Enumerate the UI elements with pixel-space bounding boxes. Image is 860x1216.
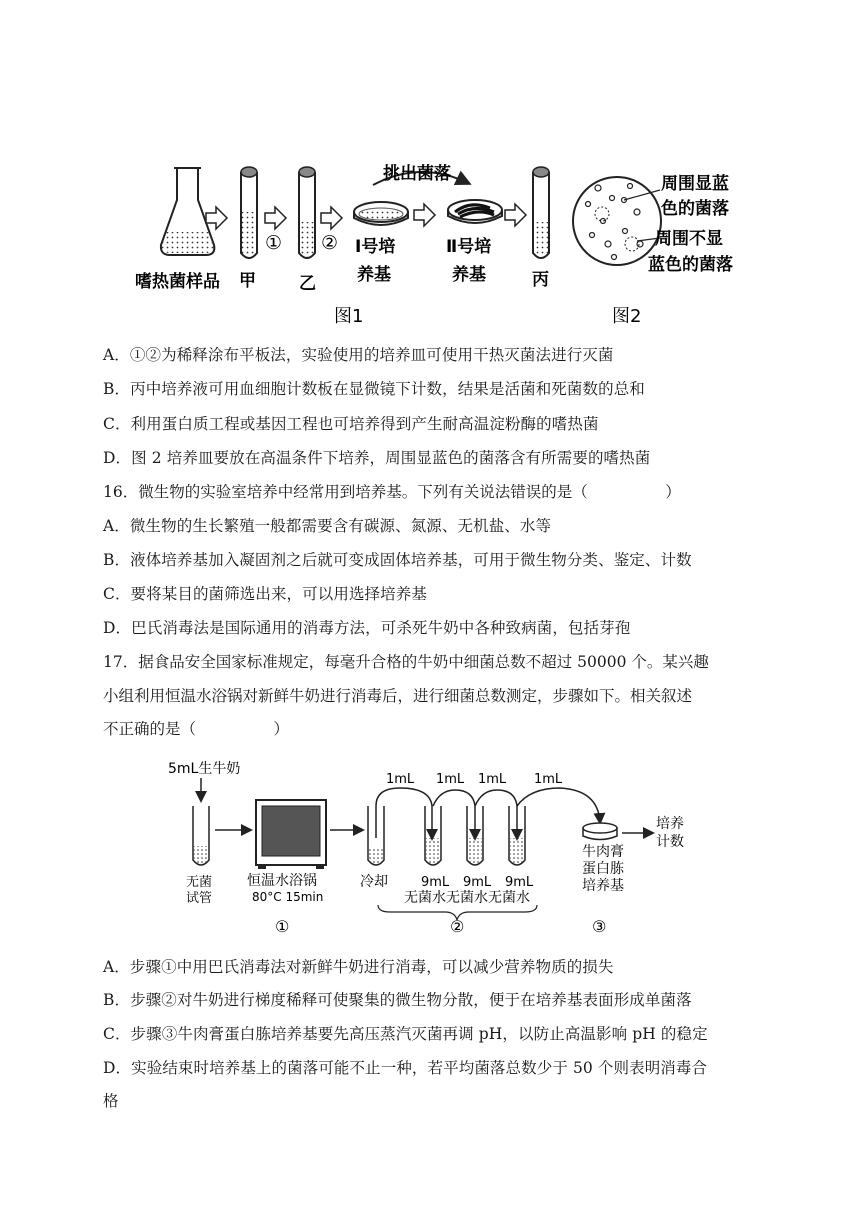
q17-option-c: C．步骤③牛肉膏蛋白胨培养基要先高压蒸汽灭菌再调 pH，以防止高温影响 pH 的稳定 [103, 1025, 708, 1043]
q17-option-a: A．步骤①中用巴氏消毒法对新鲜牛奶进行消毒，可以减少营养物质的损失 [103, 958, 614, 976]
q15-option-b: B．丙中培养液可用血细胞计数板在显微镜下计数，结果是活菌和死菌数的总和 [103, 380, 645, 398]
sterile-tube-label-2: 试管 [186, 891, 213, 906]
water-9ml-3: 9mL [505, 875, 534, 890]
culture-dish [583, 823, 617, 840]
figure-2-dish [573, 177, 661, 265]
water-9ml-2: 9mL [463, 875, 492, 890]
medium-label-2: 蛋白胨 [582, 861, 624, 877]
transfer-1ml-3: 1mL [478, 772, 507, 787]
cool-label: 冷却 [360, 874, 388, 890]
water-9ml-1: 9mL [421, 875, 450, 890]
q17-option-b: B．步骤②对牛奶进行梯度稀释可使聚集的微生物分散，便于在培养基表面形成单菌落 [103, 991, 692, 1009]
figure-3 [0, 752, 860, 942]
q16-option-d: D．巴氏消毒法是国际通用的消毒方法，可杀死牛奶中各种致病菌，包括芽孢 [103, 619, 631, 637]
blue-colony-label-line1: 周围显蓝 [661, 174, 729, 194]
figure-1-caption: 图1 [334, 306, 364, 327]
water-bath-temp: 80°C 15min [252, 890, 324, 904]
q15-option-d: D．图 2 培养皿要放在高温条件下培养，周围显蓝色的菌落含有所需要的嗜热菌 [103, 449, 651, 467]
step-1-label: ① [265, 232, 283, 254]
transfer-1ml-1: 1mL [386, 772, 415, 787]
plate-2 [448, 200, 502, 223]
sterile-water-label: 无菌水无菌水无菌水 [404, 890, 530, 906]
q16-option-c: C．要将某目的菌筛选出来，可以用选择培养基 [103, 585, 427, 603]
transfer-1ml-2: 1mL [436, 772, 465, 787]
q15-option-a: A．①②为稀释涂布平板法，实验使用的培养皿可使用干热灭菌法进行灭菌 [103, 346, 614, 364]
water-bath [256, 800, 326, 869]
noblue-colony-label-line2: 蓝色的菌落 [648, 255, 733, 275]
noblue-colony-label-line1: 周围不显 [655, 229, 723, 249]
water-bath-label: 恒温水浴锅 [247, 873, 317, 889]
tube-yi-label: 乙 [299, 274, 316, 294]
transfer-arrows [376, 788, 600, 838]
figure-1-2 [0, 0, 860, 340]
plate-2-label-line2: 养基 [452, 265, 486, 285]
q17-option-d: D．实验结束时培养基上的菌落可能不止一种，若平均菌落总数少于 50 个则表明消毒合 [103, 1059, 708, 1077]
milk-label: 5mL生牛奶 [168, 761, 241, 777]
plate-1-label-line2: 养基 [357, 265, 391, 285]
transfer-1ml-4: 1mL [534, 772, 563, 787]
q17-stem-line2: 小组利用恒温水浴锅对新鲜牛奶进行消毒后，进行细菌总数测定，步骤如下。相关叙述 [103, 687, 693, 705]
culture-count-label-1: 培养 [656, 816, 684, 832]
q16-option-a: A．微生物的生长繁殖一般都需要含有碳源、氮源、无机盐、水等 [103, 517, 552, 535]
sterile-tube-label-1: 无菌 [186, 875, 213, 890]
sterile-tube [193, 806, 209, 865]
q15-option-c: C．利用蛋白质工程或基因工程也可培养得到产生耐高温淀粉酶的嗜热菌 [103, 415, 599, 433]
q16-option-b: B．液体培养基加入凝固剂之后就可变成固体培养基，可用于微生物分类、鉴定、计数 [103, 551, 692, 569]
medium-label-3: 培养基 [582, 878, 624, 894]
step-1-marker: ① [275, 917, 290, 936]
step-2-label: ② [321, 232, 339, 254]
tube-bing-label: 丙 [532, 270, 549, 290]
q17-stem-line3: 不正确的是（ ） [103, 720, 290, 738]
sample-flask [161, 168, 214, 255]
figure-2-caption: 图2 [612, 306, 642, 327]
tube-bing [533, 167, 549, 258]
plate-1-label-line1: Ⅰ号培 [355, 237, 396, 257]
pick-colony-label: 挑出菌落 [383, 164, 451, 184]
plate-1 [354, 202, 408, 225]
sample-label: 嗜热菌样品 [135, 272, 220, 292]
q16-stem: 16．微生物的实验室培养中经常用到培养基。下列有关说法错误的是（ ） [103, 483, 681, 501]
tube-jia [241, 167, 257, 258]
plate-2-label-line1: Ⅱ号培 [446, 237, 492, 257]
medium-label-1: 牛肉膏 [582, 844, 624, 860]
culture-count-label-2: 计数 [656, 834, 684, 850]
blue-colony-label-line2: 色的菌落 [661, 199, 729, 219]
q17-stem-line1: 17．据食品安全国家标准规定，每毫升合格的牛奶中细菌总数不超过 50000 个。某兴趣 [103, 653, 709, 671]
tube-yi [299, 167, 315, 258]
step-3-marker: ③ [592, 917, 607, 936]
tube-jia-label: 甲 [239, 271, 256, 291]
q17-option-d-continued: 格 [103, 1092, 119, 1110]
step-2-marker: ② [450, 917, 465, 936]
dilution-tube-1 [425, 806, 441, 865]
